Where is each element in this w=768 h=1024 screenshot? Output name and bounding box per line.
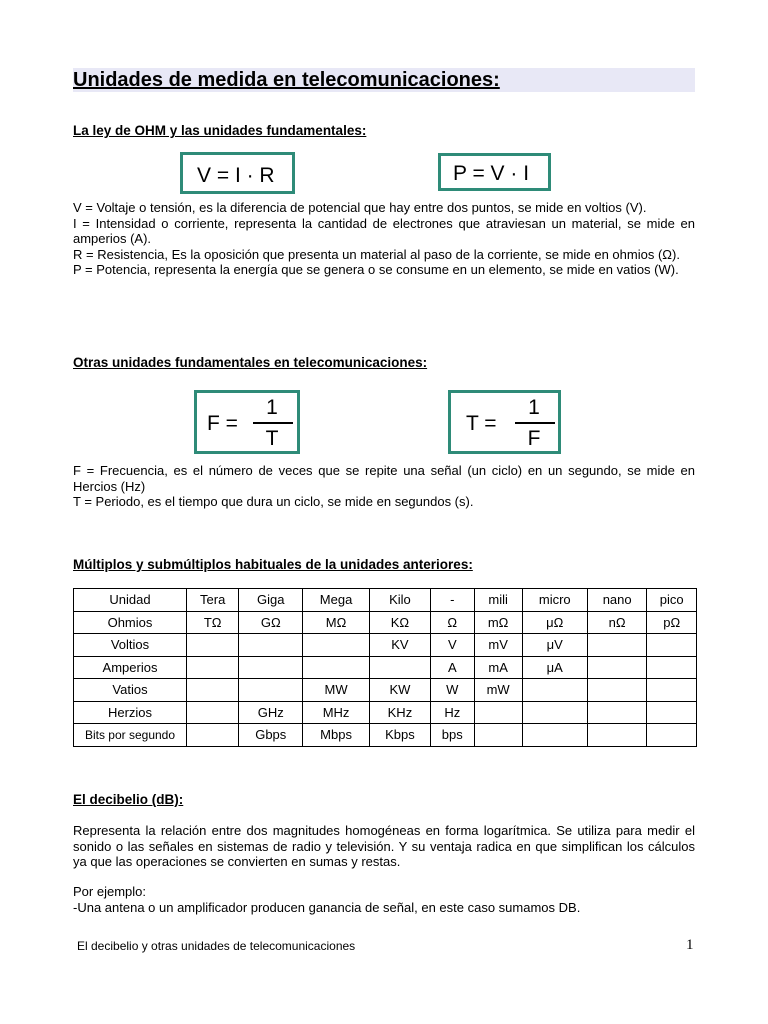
table-cell — [587, 724, 647, 747]
table-cell — [647, 701, 697, 724]
definition-frequency: F = Frecuencia, es el número de veces que se repite una señal (un ciclo) en un segundo, se mide en Hercios (Hz) — [73, 463, 695, 494]
section-heading-multiples: Múltiplos y submúltiplos habituales de la unidades anteriores: — [73, 557, 473, 572]
table-row-label: Vatios — [74, 679, 187, 702]
table-cell: A — [430, 656, 474, 679]
example-intro: Por ejemplo: — [73, 884, 146, 899]
fraction-bar — [515, 422, 555, 424]
definition-voltage: V = Voltaje o tensión, es la diferencia de potencial que hay entre dos puntos, se mide en voltios (V). — [73, 200, 647, 215]
table-cell: Tera — [187, 589, 239, 612]
table-cell: KW — [369, 679, 430, 702]
table-cell: KΩ — [369, 611, 430, 634]
table-cell: Mega — [303, 589, 370, 612]
section-heading-ohm: La ley de OHM y las unidades fundamentales: — [73, 123, 367, 138]
formula-period-denominator: F — [527, 427, 541, 450]
table-cell: KV — [369, 634, 430, 657]
table-cell — [587, 634, 647, 657]
table-cell: Kilo — [369, 589, 430, 612]
table-cell: V — [430, 634, 474, 657]
formula-period-numerator: 1 — [528, 396, 540, 419]
table-cell — [647, 634, 697, 657]
table-cell: GΩ — [239, 611, 303, 634]
table-cell — [587, 701, 647, 724]
table-row — [74, 724, 697, 747]
table-cell: Giga — [239, 589, 303, 612]
definition-power: P = Potencia, representa la energía que se genera o se consume en un elemento, se mide en vatios (W). — [73, 262, 679, 277]
table-cell — [647, 679, 697, 702]
formula-frequency-denominator: T — [265, 427, 279, 450]
table-cell — [474, 701, 522, 724]
definition-resistance: R = Resistencia, Es la oposición que presenta un material al paso de la corriente, se mide en ohmios (Ω). — [73, 246, 680, 262]
table-cell: TΩ — [187, 611, 239, 634]
formula-box-frequency — [194, 390, 300, 454]
table-cell — [587, 679, 647, 702]
definition-period: T = Periodo, es el tiempo que dura un ciclo, se mide en segundos (s). — [73, 494, 474, 509]
formula-power: P = V · I — [453, 162, 530, 185]
table-cell — [239, 634, 303, 657]
table-cell — [239, 679, 303, 702]
section-heading-other-units: Otras unidades fundamentales en telecomunicaciones: — [73, 355, 428, 370]
table-cell: mA — [474, 656, 522, 679]
table-cell — [522, 724, 587, 747]
table-cell: nano — [587, 589, 647, 612]
table-cell: MW — [303, 679, 370, 702]
table-cell: Ω — [430, 611, 474, 634]
table-cell — [522, 701, 587, 724]
table-cell: μA — [522, 656, 587, 679]
table-cell — [303, 656, 370, 679]
table-cell — [369, 656, 430, 679]
table-cell: nΩ — [587, 611, 647, 634]
decibel-paragraph: Representa la relación entre dos magnitudes homogéneas en forma logarítmica. Se utiliza para medir el sonido o las señales en sistemas de radio y televisión. Y su ventaja radica en que simplifican los cálculos ya que las operaciones se convierten en sumas y restas. — [73, 823, 695, 869]
page-title: Unidades de medida en telecomunicaciones: — [73, 69, 500, 91]
formula-frequency-numerator: 1 — [266, 396, 278, 419]
table-cell — [187, 724, 239, 747]
table-cell: Hz — [430, 701, 474, 724]
table-cell: - — [430, 589, 474, 612]
table-cell: Kbps — [369, 724, 430, 747]
footer-text: El decibelio y otras unidades de telecomunicaciones — [77, 939, 356, 953]
table-cell: KHz — [369, 701, 430, 724]
table-cell: Gbps — [239, 724, 303, 747]
table-row-label: Unidad — [74, 589, 187, 612]
table-row — [74, 679, 697, 702]
formula-box-period — [448, 390, 561, 454]
table-cell — [187, 656, 239, 679]
formula-frequency-lhs: F = — [207, 412, 238, 435]
example-line: -Una antena o un amplificador producen ganancia de señal, en este caso sumamos DB. — [73, 899, 581, 915]
table-cell — [474, 724, 522, 747]
table-row — [74, 656, 697, 679]
table-cell — [187, 634, 239, 657]
table-cell: mW — [474, 679, 522, 702]
table-row-label: Voltios — [74, 634, 187, 657]
table-cell — [187, 701, 239, 724]
table-cell: μV — [522, 634, 587, 657]
formula-box-power — [438, 153, 551, 191]
table-cell: GHz — [239, 701, 303, 724]
table-row-label: Amperios — [74, 656, 187, 679]
page-number: 1 — [686, 937, 694, 953]
example-block — [73, 884, 695, 915]
table-cell: mili — [474, 589, 522, 612]
table-cell: pΩ — [647, 611, 697, 634]
section1-definitions — [73, 200, 695, 278]
table-cell: mΩ — [474, 611, 522, 634]
table-cell: W — [430, 679, 474, 702]
table-cell: mV — [474, 634, 522, 657]
table-cell: bps — [430, 724, 474, 747]
formula-ohm: V = I · R — [197, 164, 275, 187]
table-cell — [647, 656, 697, 679]
table-cell: MΩ — [303, 611, 370, 634]
table-row-label: Herzios — [74, 701, 187, 724]
table-row — [74, 701, 697, 724]
table-cell — [587, 656, 647, 679]
table-cell — [239, 656, 303, 679]
fraction-bar — [253, 422, 293, 424]
formula-period-lhs: T = — [466, 412, 497, 435]
section-heading-decibel: El decibelio (dB): — [73, 792, 184, 807]
table-cell: micro — [522, 589, 587, 612]
formula-box-ohm — [180, 152, 295, 194]
table-cell — [187, 679, 239, 702]
table-cell: μΩ — [522, 611, 587, 634]
table-cell: MHz — [303, 701, 370, 724]
table-row-label: Bits por segundo — [74, 724, 187, 747]
table-header-row — [74, 589, 697, 612]
table-cell — [647, 724, 697, 747]
section2-definitions — [73, 463, 695, 510]
table-row — [74, 634, 697, 657]
units-table — [73, 588, 697, 747]
table-cell: pico — [647, 589, 697, 612]
table-cell: Mbps — [303, 724, 370, 747]
table-cell — [522, 679, 587, 702]
table-row — [74, 611, 697, 634]
table-cell — [303, 634, 370, 657]
definition-current: I = Intensidad o corriente, representa la cantidad de electrones que atraviesan un material, se mide en amperios (A). — [73, 215, 695, 246]
table-row-label: Ohmios — [74, 611, 187, 634]
